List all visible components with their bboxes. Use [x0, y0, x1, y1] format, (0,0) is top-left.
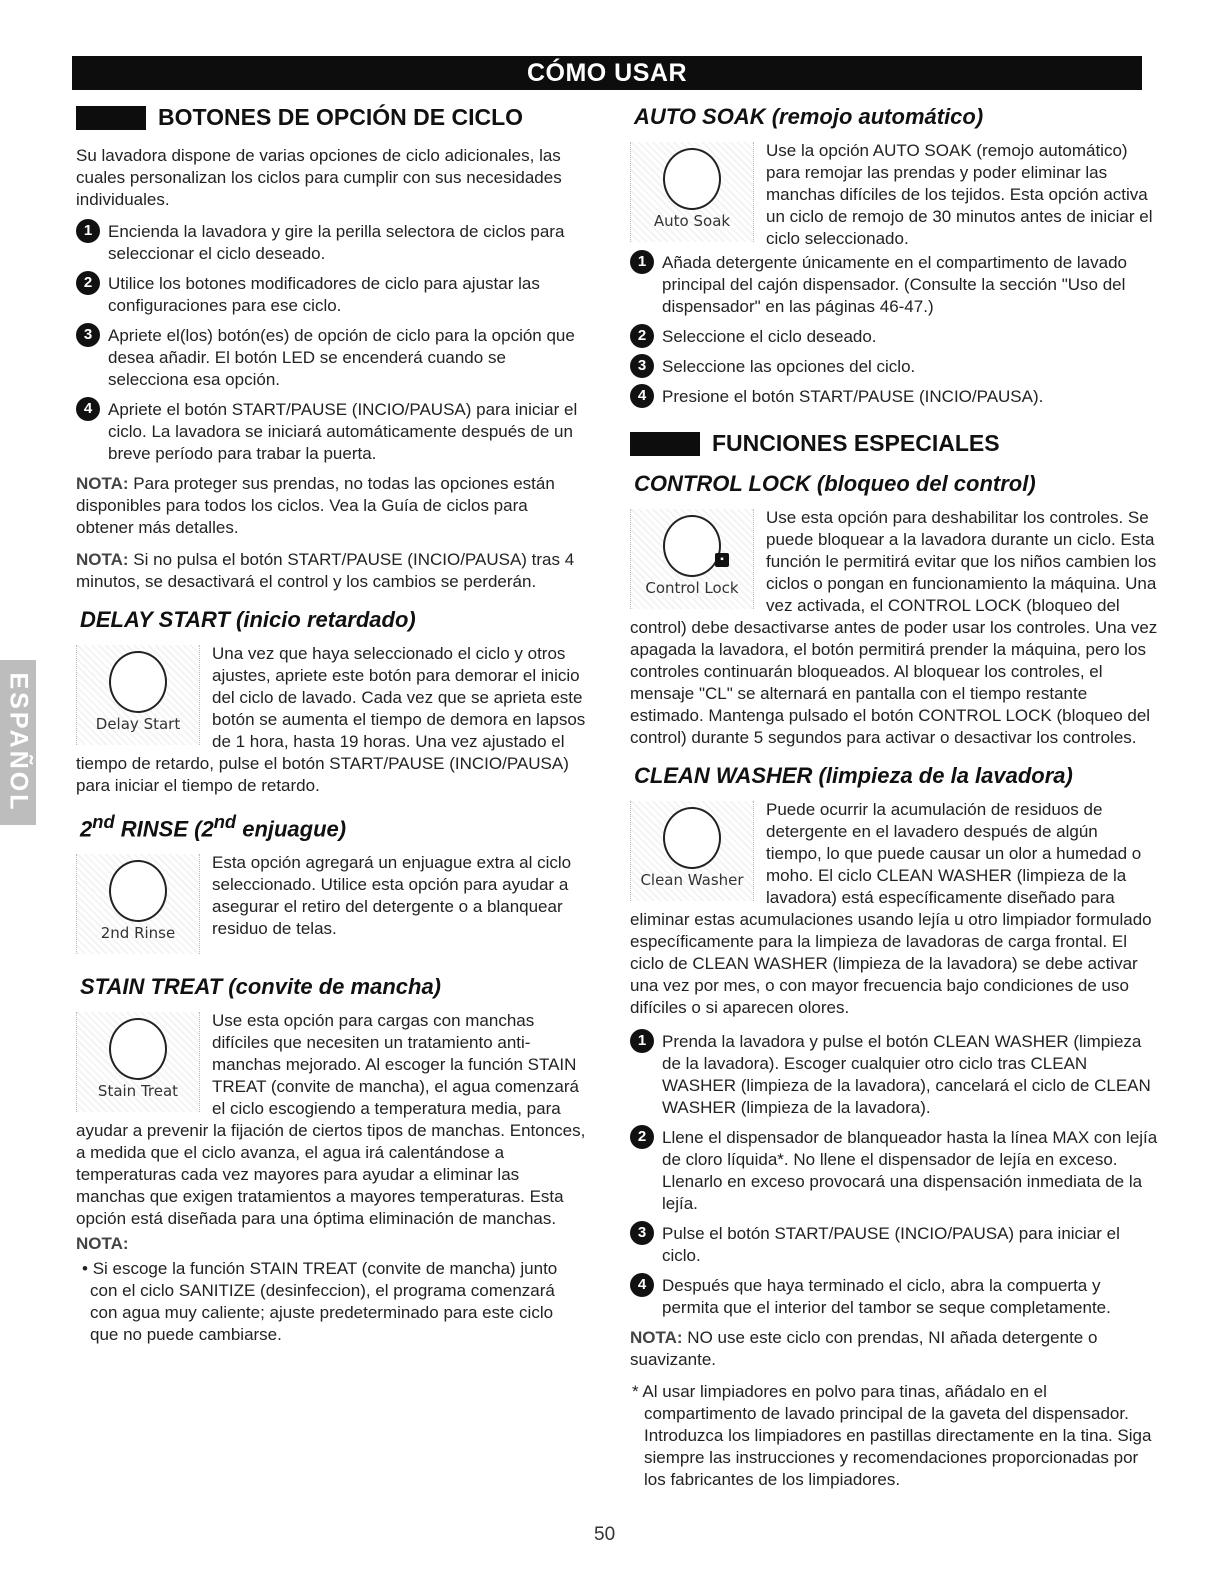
step-item	[76, 399, 586, 465]
clean-washer-text: Puede ocurrir la acumulación de residuos de detergente en el lavadero después de algún tiempo, lo que puede causar un olor a humedad o moho. El ciclo CLEAN WASHER (limpieza de la lavadora) está específicamente diseñado para eliminar estas acumulaciones usando lejía u otro limpiador formulado específicamente para la limpieza de lavadoras de carga frontal. El ciclo de CLEAN WASHER (limpieza de la lavadora) se debe activar una vez por mes, o con mayor frecuencia bajo condiciones de uso difíciles o si aparecen olores.	[630, 800, 1152, 1017]
step-number-icon: 2	[630, 324, 654, 348]
step-item	[76, 325, 586, 391]
second-rinse-block	[76, 852, 586, 960]
step-number-icon: 1	[630, 250, 654, 274]
step-number-icon: 3	[76, 323, 100, 347]
section-title: FUNCIONES ESPECIALES	[712, 430, 1000, 456]
delay-start-heading: DELAY START (inicio retardado)	[80, 607, 416, 632]
intro-paragraph: Su lavadora dispone de varias opciones de ciclo adicionales, las cuales personalizan los ciclos para cumplir con sus necesidades individuales.	[76, 146, 562, 209]
step-text: Después que haya terminado el ciclo, abra la compuerta y permita que el interior del tambor se seque completamente.	[662, 1276, 1111, 1317]
stain-note-bullet: • Si escoge la función STAIN TREAT (convite de mancha) junto con el ciclo SANITIZE (desinfeccion), el programa comenzará con agua muy caliente; ajuste predeterminado para este ciclo que no puede cambiarse.	[82, 1259, 558, 1345]
clean-washer-heading: CLEAN WASHER (limpieza de la lavadora)	[634, 763, 1073, 788]
section-heading-special-functions	[630, 430, 1158, 457]
stain-treat-text: Use esta opción para cargas con manchas difíciles que necesiten un tratamiento anti-manchas mejorado. Al escoger la función STAIN TREAT (convite de mancha), el agua comenzará el ciclo escogiendo a temperatura media, para ayudar a prevenir la fijación de ciertos tipos de manchas. Entonces, a medida que el ciclo avanza, el agua irá calentándose a temperaturas cada vez mayores para ayudar a eliminar las manchas que exigen tratamientos a mayores temperaturas. Esta opción está diseñada para una óptima eliminación de manchas.	[76, 1011, 586, 1229]
auto-soak-heading: AUTO SOAK (remojo automático)	[634, 104, 984, 129]
stain-treat-block	[76, 1010, 586, 1230]
language-side-tab-label: ESPAÑOL	[4, 672, 33, 813]
step-item	[76, 273, 586, 317]
step-text: Seleccione el ciclo deseado.	[662, 327, 877, 346]
language-side-tab	[0, 660, 36, 825]
step-number-icon: 1	[630, 1029, 654, 1053]
left-column	[76, 104, 586, 1346]
step-item	[630, 1127, 1158, 1215]
auto-soak-block	[630, 140, 1158, 250]
step-number-icon: 4	[76, 397, 100, 421]
step-number-icon: 3	[630, 354, 654, 378]
step-item	[630, 252, 1158, 318]
control-lock-button-icon	[630, 509, 754, 609]
step-item	[630, 1223, 1158, 1267]
stain-note-label: NOTA:	[76, 1234, 129, 1254]
section-title: BOTONES DE OPCIÓN DE CICLO	[158, 104, 524, 130]
step-text: Pulse el botón START/PAUSE (INCIO/PAUSA) para iniciar el ciclo.	[662, 1224, 1120, 1265]
delay-start-icon-label: Delay Start	[95, 715, 181, 733]
right-column	[630, 104, 1158, 1491]
page-header-bar	[72, 56, 1142, 90]
auto-soak-icon-label: Auto Soak	[653, 212, 731, 230]
step-text: Añada detergente únicamente en el compartimento de lavado principal del cajón dispensador. (Consulte la sección "Uso del dispensador" en las páginas 46-47.)	[662, 253, 1127, 316]
step-text: Prenda la lavadora y pulse el botón CLEAN WASHER (limpieza de la lavadora). Escoger cualquier otro ciclo tras CLEAN WASHER (limpieza de la lavadora), cancelará el ciclo de CLEAN WASHER (limpieza de la lavadora).	[662, 1032, 1151, 1117]
section-heading-cycle-options	[76, 104, 586, 131]
auto-soak-button-icon	[630, 142, 754, 242]
note-paragraph	[76, 549, 586, 593]
step-text: Presione el botón START/PAUSE (INCIO/PAUSA).	[662, 387, 1044, 406]
second-rinse-button-icon	[76, 854, 200, 954]
step-text: Utilice los botones modificadores de ciclo para ajustar las configuraciones para ese ciclo.	[108, 274, 540, 315]
step-item	[630, 1031, 1158, 1119]
delay-start-text: Una vez que haya seleccionado el ciclo y otros ajustes, apriete este botón para demorar el inicio del ciclo de lavado. Cada vez que se aprieta este botón se aumenta el tiempo de demora en lapsos de 1 hora, hasta 19 horas. Una vez ajustado el tiempo de retardo, pulse el botón START/PAUSE (INCIO/PAUSA) para iniciar el tiempo de retardo.	[76, 644, 586, 795]
step-item	[630, 386, 1158, 408]
step-text: Seleccione las opciones del ciclo.	[662, 357, 916, 376]
circle-icon	[663, 515, 721, 577]
lock-icon: ▪	[715, 553, 729, 567]
step-text: Encienda la lavadora y gire la perilla selectora de ciclos para seleccionar el ciclo deseado.	[108, 222, 565, 263]
heading-bar-decoration	[630, 432, 700, 456]
second-rinse-icon-label: 2nd Rinse	[100, 924, 176, 943]
circle-icon	[663, 807, 721, 869]
page-number: 50	[594, 1524, 616, 1545]
circle-icon	[109, 651, 167, 713]
step-text: Apriete el(los) botón(es) de opción de ciclo para la opción que desea añadir. El botón LED se encenderá cuando se selecciona esa opción.	[108, 326, 575, 389]
control-lock-text: Use esta opción para deshabilitar los controles. Se puede bloquear a la lavadora durante un ciclo. Esta función le permitirá evitar que los niños cambien los ciclos o pongan en funcionamiento la máquina. Una vez activada, el CONTROL LOCK (bloqueo del control) debe desactivarse antes de poder usar los controles. Una vez apagada la lavadora, el botón permitirá prender la máquina, pero los controles continuarán bloqueados. Al bloquear los controles, el mensaje "CL" se alternará en pantalla con el tiempo restante estimado. Mantenga pulsado el botón CONTROL LOCK (bloqueo del control) durante 5 segundos para activar o desactivar los controles.	[630, 508, 1158, 747]
circle-icon	[109, 860, 167, 922]
control-lock-icon-label: Control Lock	[645, 579, 739, 597]
auto-soak-text: Use la opción AUTO SOAK (remojo automático) para remojar las prendas y poder eliminar las manchas difíciles de los tejidos. Esta opción activa un ciclo de remojo de 30 minutos antes de iniciar el ciclo seleccionado.	[766, 141, 1153, 248]
stain-treat-icon-label: Stain Treat	[97, 1082, 179, 1101]
step-number-icon: 4	[630, 384, 654, 408]
circle-icon	[663, 148, 721, 210]
control-lock-block	[630, 507, 1158, 749]
circle-icon	[109, 1018, 167, 1080]
step-item	[630, 326, 1158, 348]
clean-washer-button-icon	[630, 801, 754, 901]
note-label: NOTA:	[630, 1328, 683, 1347]
note-text: Para proteger sus prendas, no todas las opciones están disponibles para todos los ciclos. Vea la Guía de ciclos para obtener más detalles.	[76, 474, 555, 537]
control-lock-heading: CONTROL LOCK (bloqueo del control)	[634, 471, 1036, 496]
step-number-icon: 4	[630, 1273, 654, 1297]
heading-bar-decoration	[76, 106, 146, 130]
step-item	[630, 356, 1158, 378]
second-rinse-heading: 2nd RINSE (2nd enjuague)	[80, 811, 347, 842]
note-text: Si no pulsa el botón START/PAUSE (INCIO/PAUSA) tras 4 minutos, se desactivará el control y los cambios se perderán.	[76, 550, 575, 591]
delay-start-button-icon	[76, 645, 200, 745]
step-number-icon: 1	[76, 219, 100, 243]
page-header-title: CÓMO USAR	[526, 59, 688, 87]
note-text: NO use este ciclo con prendas, NI añada detergente o suavizante.	[630, 1328, 1098, 1369]
note-label: NOTA:	[76, 474, 129, 493]
step-item	[76, 221, 586, 265]
stain-treat-heading: STAIN TREAT (convite de mancha)	[80, 974, 442, 1000]
second-rinse-text: Esta opción agregará un enjuague extra al ciclo seleccionado. Utilice esta opción para ayudar a asegurar el retiro del detergente o a blanquear residuo de telas.	[212, 853, 572, 939]
step-item	[630, 1275, 1158, 1319]
step-text: Apriete el botón START/PAUSE (INCIO/PAUSA) para iniciar el ciclo. La lavadora se iniciará automáticamente después de un breve período para trabar la puerta.	[108, 400, 578, 463]
stain-note-bullet-text: Si escoge la función STAIN TREAT (convite de mancha) junto con el ciclo SANITIZE (desinfeccion), el programa comenzará con agua muy caliente; ajuste predeterminado para este ciclo que no puede cambiarse.	[90, 1259, 558, 1345]
stain-treat-button-icon	[76, 1012, 200, 1112]
step-number-icon: 2	[630, 1125, 654, 1149]
delay-start-block	[76, 643, 586, 797]
note-paragraph	[630, 1327, 1158, 1371]
clean-washer-icon-label: Clean Washer	[640, 871, 744, 889]
note-paragraph	[76, 473, 586, 539]
clean-washer-block	[630, 799, 1158, 1019]
step-number-icon: 3	[630, 1221, 654, 1245]
note-label: NOTA:	[76, 550, 129, 569]
step-text: Llene el dispensador de blanqueador hasta la línea MAX con lejía de cloro líquida*. No llene el dispensador de lejía en exceso. Llenarlo en exceso provocará una dispensación inmediata de la lejía.	[662, 1128, 1158, 1213]
footnote: * Al usar limpiadores en polvo para tinas, añádalo en el compartimento de lavado principal de la gaveta del dispensador. Introduzca los limpiadores en pastillas directamente en la tina. Siga siempre las instrucciones y recomendaciones proporcionadas por los fabricantes de los limpiadores.	[632, 1382, 1152, 1489]
step-number-icon: 2	[76, 271, 100, 295]
